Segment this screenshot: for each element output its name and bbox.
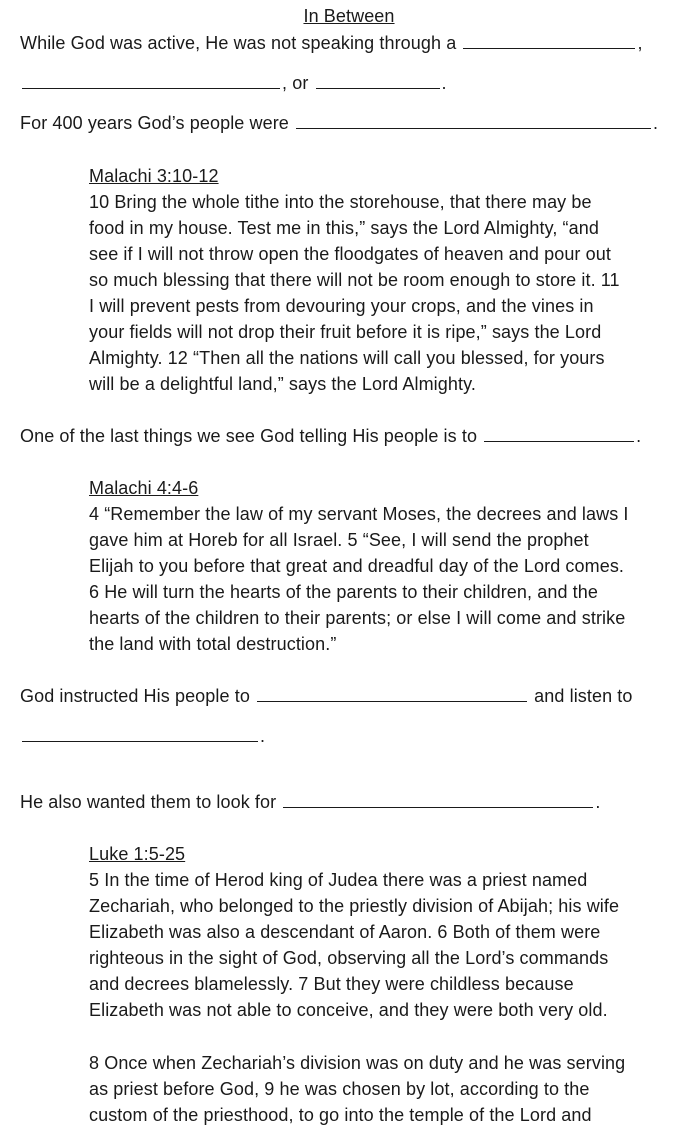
passage-2-line: 4 “Remember the law of my servant Moses, the decrees and laws I [89, 504, 629, 524]
scripture-reference-2: Malachi 4:4-6 [89, 478, 199, 498]
passage-3-line: Zechariah, who belonged to the priestly division of Abijah; his wife [89, 896, 620, 916]
question-4-mid-text: and listen to [534, 686, 633, 706]
scripture-passage-malachi-3 [89, 163, 685, 397]
passage-3b-line: custom of the priesthood, to go into the temple of the Lord and [89, 1105, 592, 1125]
scripture-reference-3: Luke 1:5-25 [89, 844, 186, 864]
passage-1-line: 10 Bring the whole tithe into the storehouse, that there may be [89, 192, 592, 212]
passage-2-line: the land with total destruction.” [89, 634, 337, 654]
answer-blank-3[interactable] [484, 425, 634, 442]
passage-1-line: your fields will not drop their fruit before it is ripe,” says the Lord [89, 322, 602, 342]
question-1-line-1 [20, 32, 643, 54]
page-title: In Between [303, 6, 395, 26]
passage-1-line: see if I will not throw open the floodgates of heaven and pour out [89, 244, 611, 264]
passage-3-line: 5 In the time of Herod king of Judea there was a priest named [89, 870, 588, 890]
passage-3b-line: 8 Once when Zechariah’s division was on duty and he was serving [89, 1053, 626, 1073]
answer-blank-4a[interactable] [257, 685, 527, 702]
question-4-line-1 [20, 685, 633, 707]
passage-2-line: Elijah to you before that great and dreadful day of the Lord comes. [89, 556, 625, 576]
question-1-sep-1: , [637, 33, 643, 53]
passage-2-line: hearts of the children to their parents; or else I will come and strike [89, 608, 626, 628]
question-3-end: . [636, 426, 642, 446]
question-1-end: . [441, 73, 447, 93]
passage-1-line: Almighty. 12 “Then all the nations will call you blessed, for yours [89, 348, 605, 368]
scripture-passage-luke-1 [89, 841, 685, 1023]
passage-1-line: I will prevent pests from devouring your crops, and the vines in [89, 296, 594, 316]
question-3-line [20, 425, 641, 447]
question-2-end: . [653, 113, 659, 133]
question-4-end: . [260, 726, 266, 746]
passage-1-line: will be a delightful land,” says the Lord Almighty. [89, 374, 476, 394]
question-3-text: One of the last things we see God telling His people is to [20, 426, 478, 446]
question-2-text: For 400 years God’s people were [20, 113, 289, 133]
passage-3-line: righteous in the sight of God, observing all the Lord’s commands [89, 948, 609, 968]
question-1-line-2 [20, 72, 447, 94]
passage-1-line: food in my house. Test me in this,” says the Lord Almighty, “and [89, 218, 599, 238]
passage-3-line: Elizabeth was not able to conceive, and they were both very old. [89, 1000, 608, 1020]
question-4-line-2 [20, 725, 265, 747]
scripture-passage-malachi-4 [89, 475, 685, 657]
scripture-reference-1: Malachi 3:10-12 [89, 166, 219, 186]
question-2-line [20, 112, 658, 134]
answer-blank-5[interactable] [283, 791, 593, 808]
question-5-line [20, 791, 600, 813]
answer-blank-1a[interactable] [463, 32, 635, 49]
answer-blank-1c[interactable] [316, 72, 440, 89]
question-4-text: God instructed His people to [20, 686, 250, 706]
question-5-end: . [595, 792, 601, 812]
passage-2-line: gave him at Horeb for all Israel. 5 “See, I will send the prophet [89, 530, 589, 550]
passage-3-line: and decrees blamelessly. 7 But they were childless because [89, 974, 574, 994]
passage-1-line: so much blessing that there will not be room enough to store it. 11 [89, 270, 620, 290]
question-1-text: While God was active, He was not speaking through a [20, 33, 457, 53]
answer-blank-2[interactable] [296, 112, 651, 129]
question-5-text: He also wanted them to look for [20, 792, 277, 812]
question-1-sep-2: , or [282, 73, 309, 93]
answer-blank-1b[interactable] [22, 72, 280, 89]
scripture-passage-luke-1-continued [89, 1050, 685, 1128]
passage-2-line: 6 He will turn the hearts of the parents to their children, and the [89, 582, 598, 602]
passage-3b-line: as priest before God, 9 he was chosen by lot, according to the [89, 1079, 590, 1099]
passage-3-line: Elizabeth was also a descendant of Aaron. 6 Both of them were [89, 922, 601, 942]
answer-blank-4b[interactable] [22, 725, 258, 742]
